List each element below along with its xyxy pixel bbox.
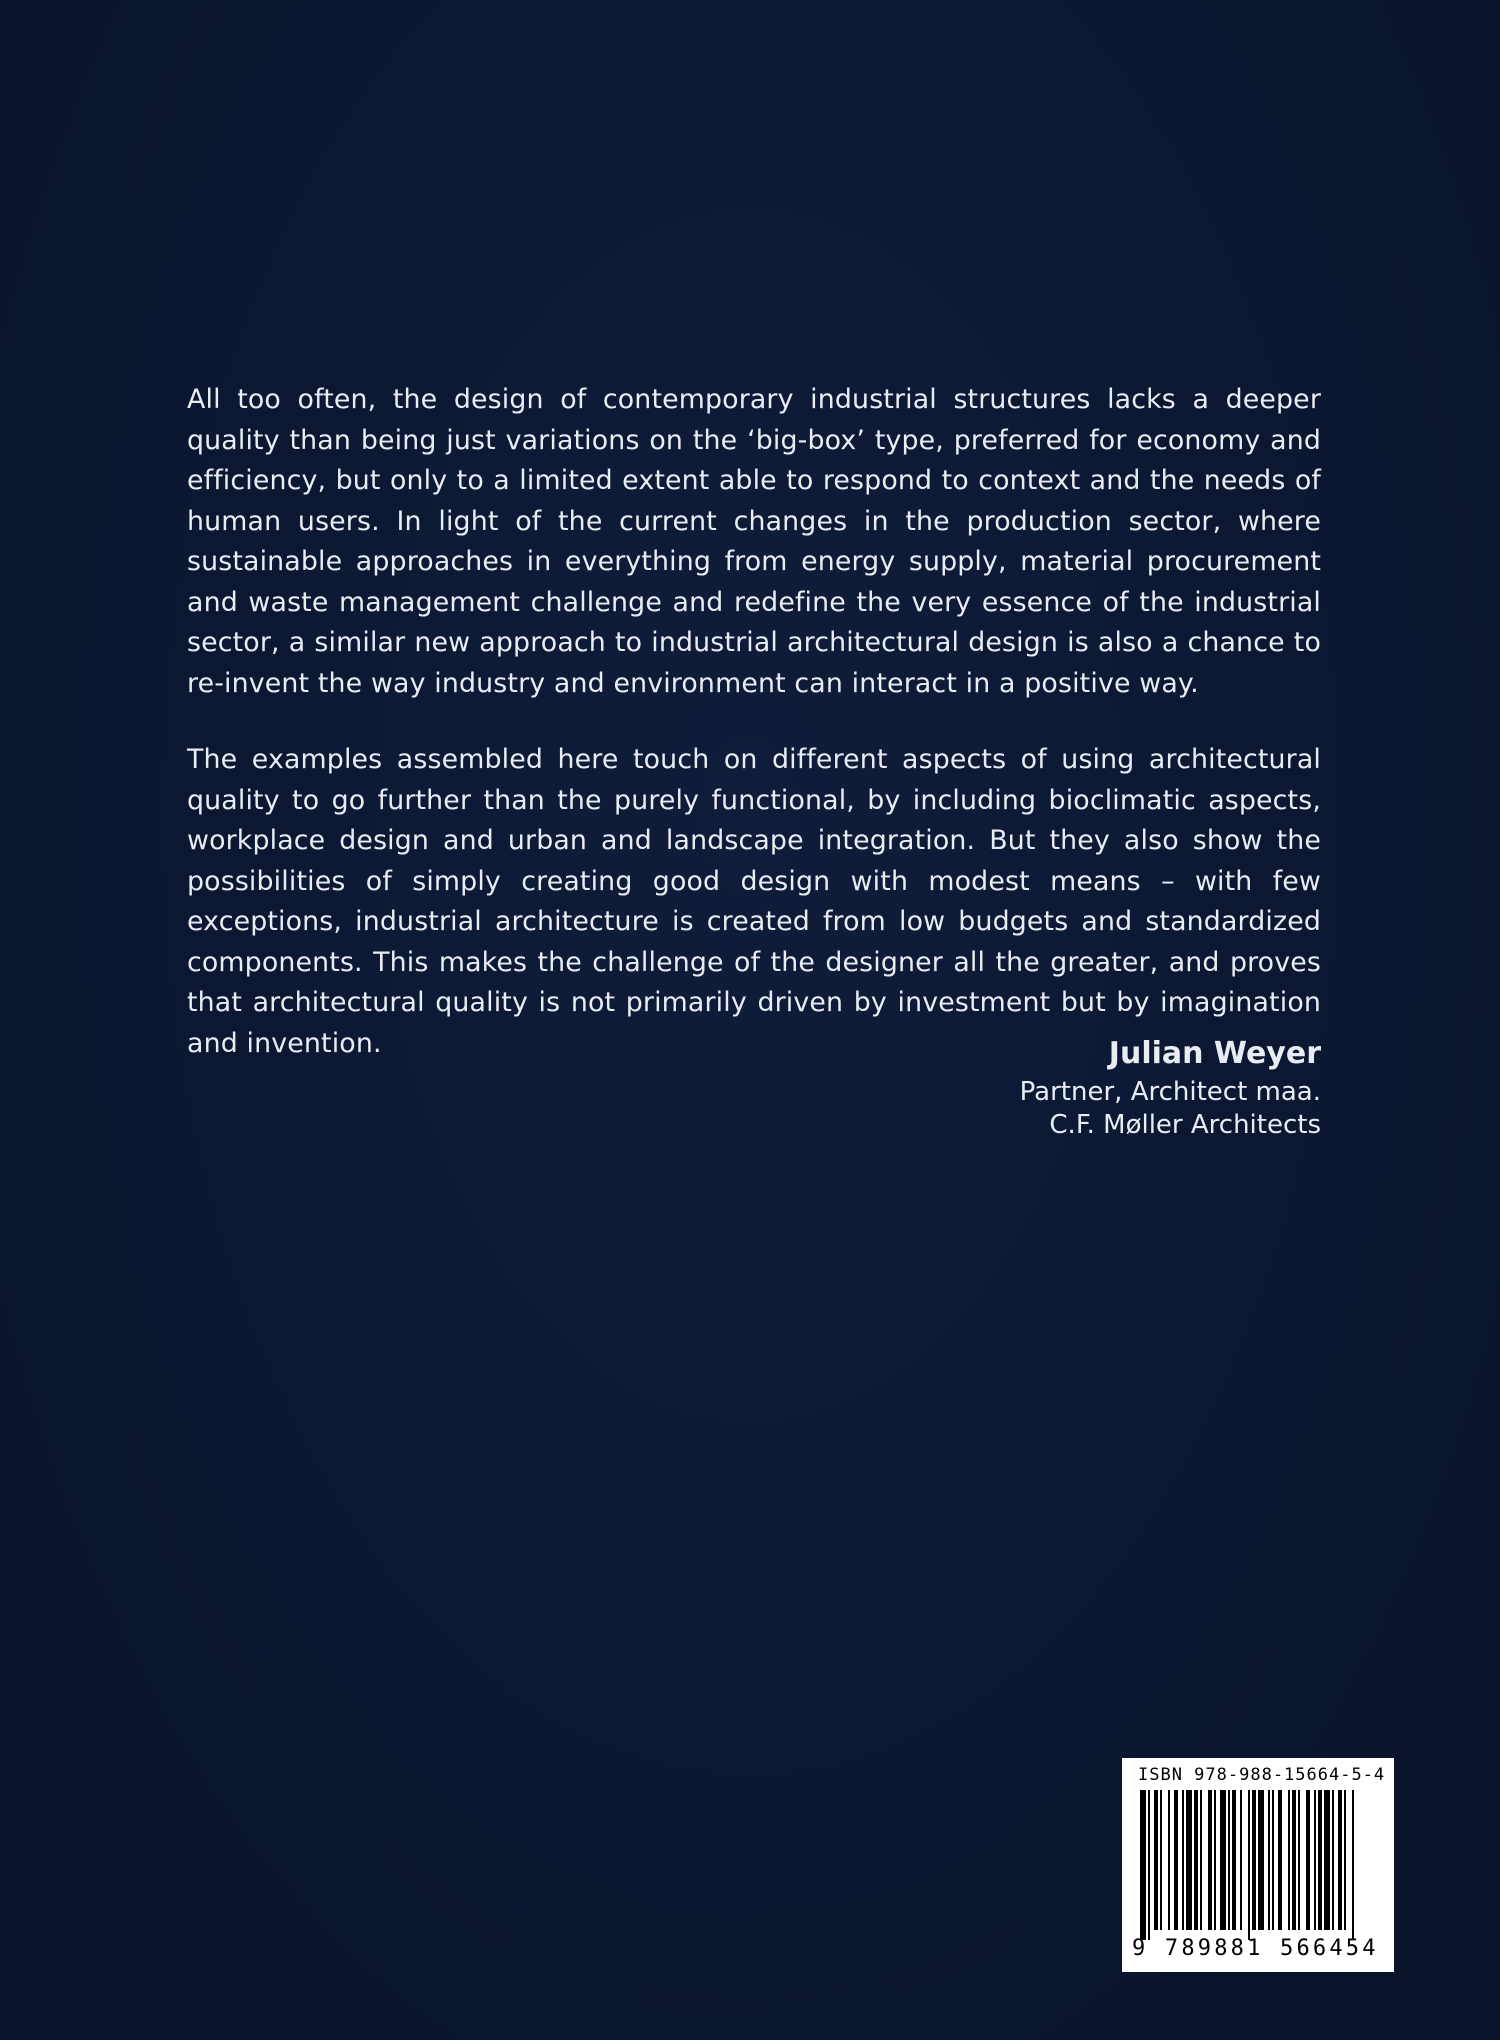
barcode-bar: [1338, 1790, 1342, 1930]
barcode-bar: [1214, 1790, 1216, 1930]
barcode-bar: [1324, 1790, 1330, 1930]
barcode-bars: [1140, 1790, 1376, 1940]
barcode-bar: [1140, 1790, 1146, 1940]
isbn-barcode: [1122, 1758, 1394, 1972]
barcode-bar: [1182, 1790, 1184, 1930]
cover-text: [187, 380, 1321, 1100]
barcode-digits: 9 789881 566454: [1132, 1936, 1379, 1961]
barcode-bar: [1168, 1790, 1170, 1930]
barcode-bar: [1228, 1790, 1230, 1930]
barcode-bar: [1318, 1790, 1322, 1930]
barcode-bar: [1258, 1790, 1264, 1930]
author-title: Partner, Architect maa.: [1019, 1077, 1321, 1107]
barcode-bar: [1148, 1790, 1150, 1940]
barcode-bar: [1220, 1790, 1226, 1930]
isbn-label: ISBN 978-988-15664-5-4: [1138, 1765, 1386, 1785]
barcode-bar: [1306, 1790, 1310, 1930]
barcode-bar: [1194, 1790, 1198, 1930]
barcode-bar: [1252, 1790, 1256, 1930]
barcode-bar: [1208, 1790, 1212, 1930]
barcode-bar: [1292, 1790, 1296, 1930]
barcode-bar: [1288, 1790, 1290, 1930]
barcode-bar: [1272, 1790, 1274, 1930]
barcode-bar: [1344, 1790, 1346, 1930]
author-name: Julian Weyer: [1108, 1036, 1321, 1071]
paragraph-intro: All too often, the design of contemporary industrial structures lacks a deeper quality than being just variations on the ‘big-box’ type, preferred for economy and efficiency, but only to a limited extent able to respond to context and the needs of human users. In light of the current changes in the production sector, where sustainable approaches in everything from energy supply, material procurement and waste management challenge and redefine the very essence of the industrial sector, a similar new approach to industrial architectural design is also a chance to re-invent the way industry and environment can interact in a positive way.: [187, 384, 1321, 699]
barcode-bar: [1174, 1790, 1178, 1930]
barcode-bar: [1154, 1790, 1158, 1930]
barcode-bar: [1298, 1790, 1300, 1930]
barcode-bar: [1160, 1790, 1162, 1930]
barcode-bar: [1278, 1790, 1282, 1930]
paragraph-examples: The examples assembled here touch on different aspects of using architectural quality to go further than the purely functional, by including bioclimatic aspects, workplace design and urban and landscape integration. But they also show the possibilities of simply creating good design with modest means – with few exceptions, industrial architecture is created from low budgets and standardized components. This makes the challenge of the designer all the greater, and proves that architectural quality is not primarily driven by investment but by imagination and invention.: [187, 744, 1321, 1059]
barcode-bar: [1232, 1790, 1236, 1930]
barcode-bar: [1186, 1790, 1192, 1930]
barcode-bar: [1314, 1790, 1316, 1930]
author-company: C.F. Møller Architects: [1049, 1110, 1321, 1140]
barcode-bar: [1352, 1790, 1354, 1940]
barcode-bar: [1268, 1790, 1270, 1930]
author-signature: [1020, 1032, 1321, 1142]
barcode-bar: [1240, 1790, 1242, 1930]
barcode-bar: [1332, 1790, 1334, 1930]
barcode-bar: [1200, 1790, 1202, 1930]
barcode-bar: [1248, 1790, 1250, 1940]
